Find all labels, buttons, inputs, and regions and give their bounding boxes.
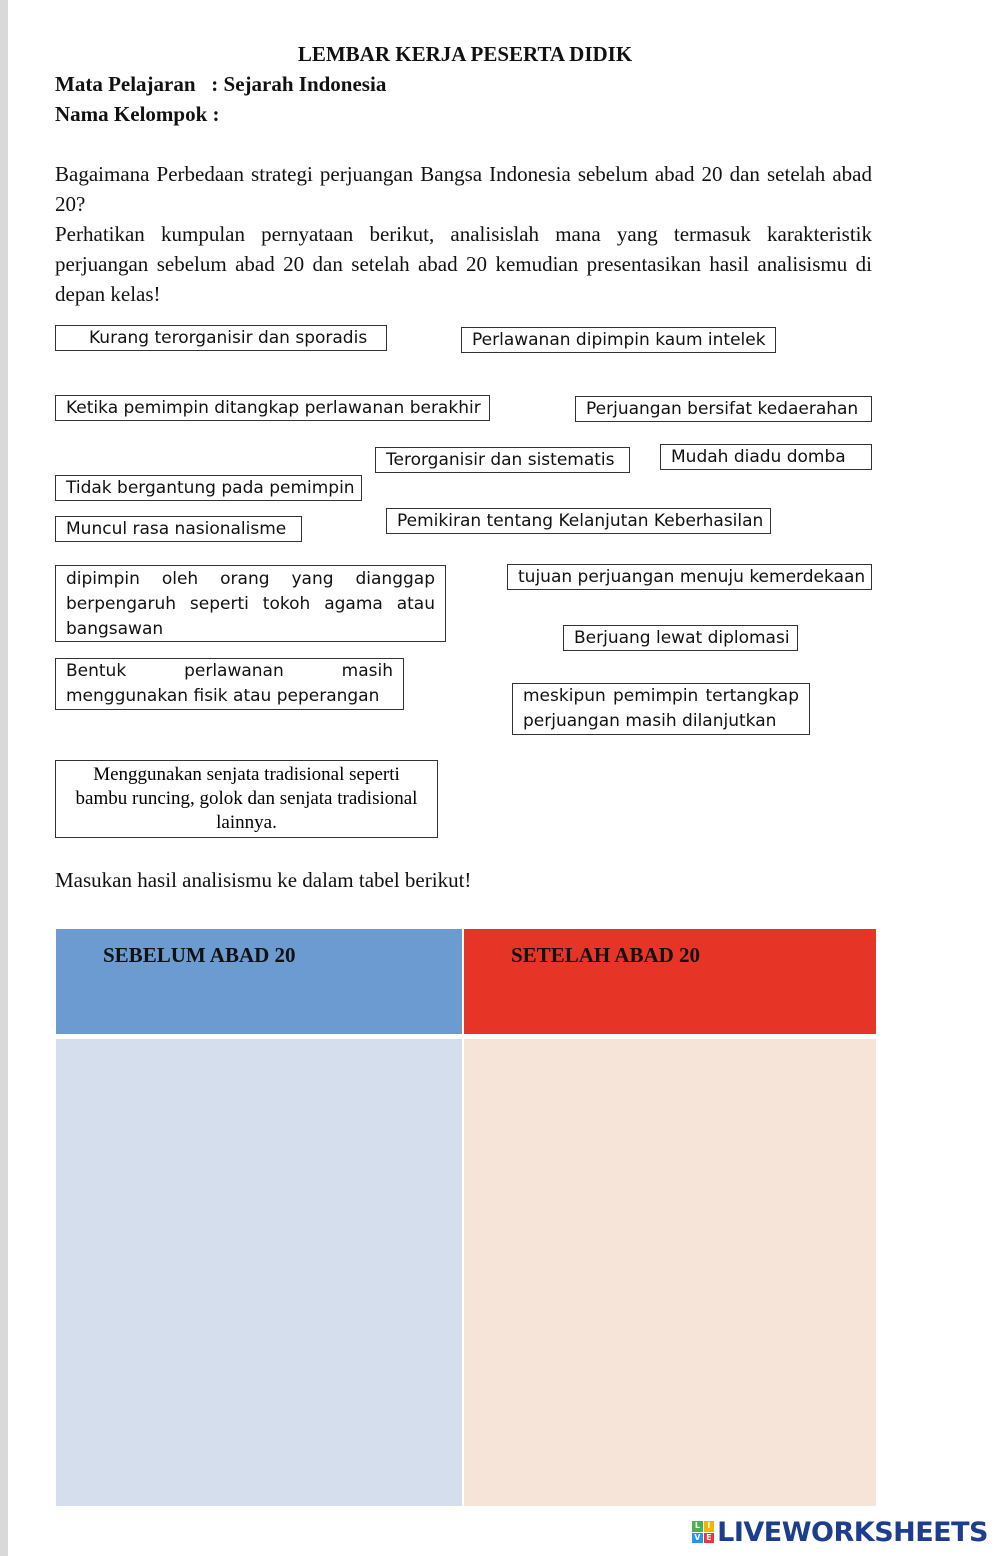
statement-card[interactable]: Mudah diadu domba	[660, 444, 872, 470]
statement-card[interactable]: meskipun pemimpin tertangkap perjuangan masih dilanjutkan	[512, 683, 810, 735]
statement-card[interactable]: Perlawanan dipimpin kaum intelek	[461, 327, 776, 353]
before-20th-century-header	[56, 929, 462, 1034]
statement-card[interactable]: Pemikiran tentang Kelanjutan Keberhasilan	[386, 508, 771, 534]
liveworksheets-logo-icon: L I V E	[692, 1521, 714, 1543]
statement-card[interactable]: Ketika pemimpin ditangkap perlawanan berakhir	[55, 395, 490, 421]
statement-card[interactable]: Tidak bergantung pada pemimpin	[55, 475, 362, 501]
statement-card[interactable]: Perjuangan bersifat kedaerahan	[575, 396, 872, 422]
group-name-line: Nama Kelompok :	[55, 102, 220, 126]
statement-card[interactable]: Menggunakan senjata tradisional seperti bambu runcing, golok dan senjata tradisional lainnya.	[55, 760, 438, 838]
statement-card[interactable]: Berjuang lewat diplomasi	[563, 625, 798, 651]
statement-card[interactable]: dipimpin oleh orang yang dianggap berpengaruh seperti tokoh agama atau bangsawan	[55, 565, 446, 642]
before-20th-century-label: SEBELUM ABAD 20	[103, 943, 296, 967]
liveworksheets-logo-text: LIVEWORKSHEETS	[717, 1516, 988, 1548]
statement-card[interactable]: Bentuk perlawanan masih menggunakan fisik atau peperangan	[55, 658, 404, 710]
statement-card[interactable]: tujuan perjuangan menuju kemerdekaan	[507, 564, 872, 590]
question-text: Bagaimana Perbedaan strategi perjuangan Bangsa Indonesia sebelum abad 20 dan setelah abad 20?	[55, 162, 872, 216]
statement-card[interactable]: Muncul rasa nasionalisme	[55, 516, 302, 542]
liveworksheets-logo	[692, 1514, 988, 1550]
after-20th-century-header	[464, 929, 876, 1034]
before-20th-century-dropzone[interactable]	[56, 1039, 462, 1506]
table-instruction: Masukan hasil analisismu ke dalam tabel berikut!	[55, 868, 472, 892]
worksheet-title: LEMBAR KERJA PESERTA DIDIK	[297, 42, 633, 66]
page-left-edge	[0, 0, 8, 1556]
subject-line: Mata Pelajaran : Sejarah Indonesia	[55, 72, 387, 96]
after-20th-century-label: SETELAH ABAD 20	[511, 943, 701, 967]
instruction-text: Perhatikan kumpulan pernyataan berikut, analisislah mana yang termasuk karakteristik perjuangan sebelum abad 20 dan setelah abad 20 kemudian presentasikan hasil analisismu di depan kelas!	[55, 222, 872, 306]
statement-card[interactable]: Terorganisir dan sistematis	[375, 447, 630, 473]
after-20th-century-dropzone[interactable]	[464, 1039, 876, 1506]
statement-card[interactable]: Kurang terorganisir dan sporadis	[55, 325, 387, 351]
